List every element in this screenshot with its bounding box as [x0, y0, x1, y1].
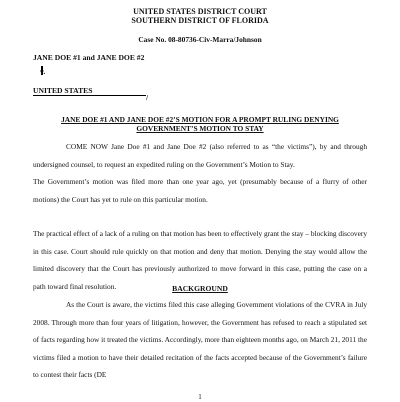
body-paragraph-background: As the Court is aware, the victims filed this case alleging Government violations of the CVRA in July 2008. Through more than four years of litigation, however, the Government has refused to reach a stipulated set of facts regarding how it treated the victims. Accordingly, more than eighteen months ago, on March 21, 2011 the victims filed a motion to have their detailed recitation of the facts accepted because of the Government’s failure to contest their facts (DE: [33, 300, 367, 380]
court-district: SOUTHERN DISTRICT OF FLORIDA: [131, 16, 269, 25]
caption-rule: [33, 95, 146, 96]
plaintiffs-caption: JANE DOE #1 and JANE DOE #2: [33, 53, 145, 62]
page-number: 1: [198, 393, 202, 401]
caption-slash: /: [146, 93, 149, 102]
background-heading: BACKGROUND: [172, 284, 228, 293]
defendant-caption: UNITED STATES: [33, 86, 93, 95]
motion-title-line1: JANE DOE #1 AND JANE DOE #2’S MOTION FOR A PROMPT RULING DENYING: [61, 115, 339, 124]
motion-title-line2: GOVERNMENT’S MOTION TO STAY: [136, 124, 264, 133]
body-paragraph-intro: COME NOW Jane Doe #1 and Jane Doe #2 (also referred to as “the victims”), by and through undersigned counsel, to request an expedited ruling on the Government’s Motion to Stay.: [33, 142, 367, 169]
body-paragraph-motion: The Government’s motion was filed more than one year ago, yet (presumably because of a flurry of other motions) the Court has yet to rule on this particular motion.: [33, 177, 367, 204]
court-name: UNITED STATES DISTRICT COURT: [133, 7, 267, 16]
versus-label: v.: [40, 67, 46, 76]
case-number: Case No. 08-80736-Civ-Marra/Johnson: [138, 35, 262, 44]
body-paragraph-effect: The practical effect of a lack of a ruling on that motion has been to effectively grant the stay – blocking discovery in this case. Court should rule quickly on that motion and deny that motion. Denying the stay would allow the limited discovery that the Court has previously authorized to move forward in this case, putting the case on a path toward final resolution.: [33, 229, 367, 291]
